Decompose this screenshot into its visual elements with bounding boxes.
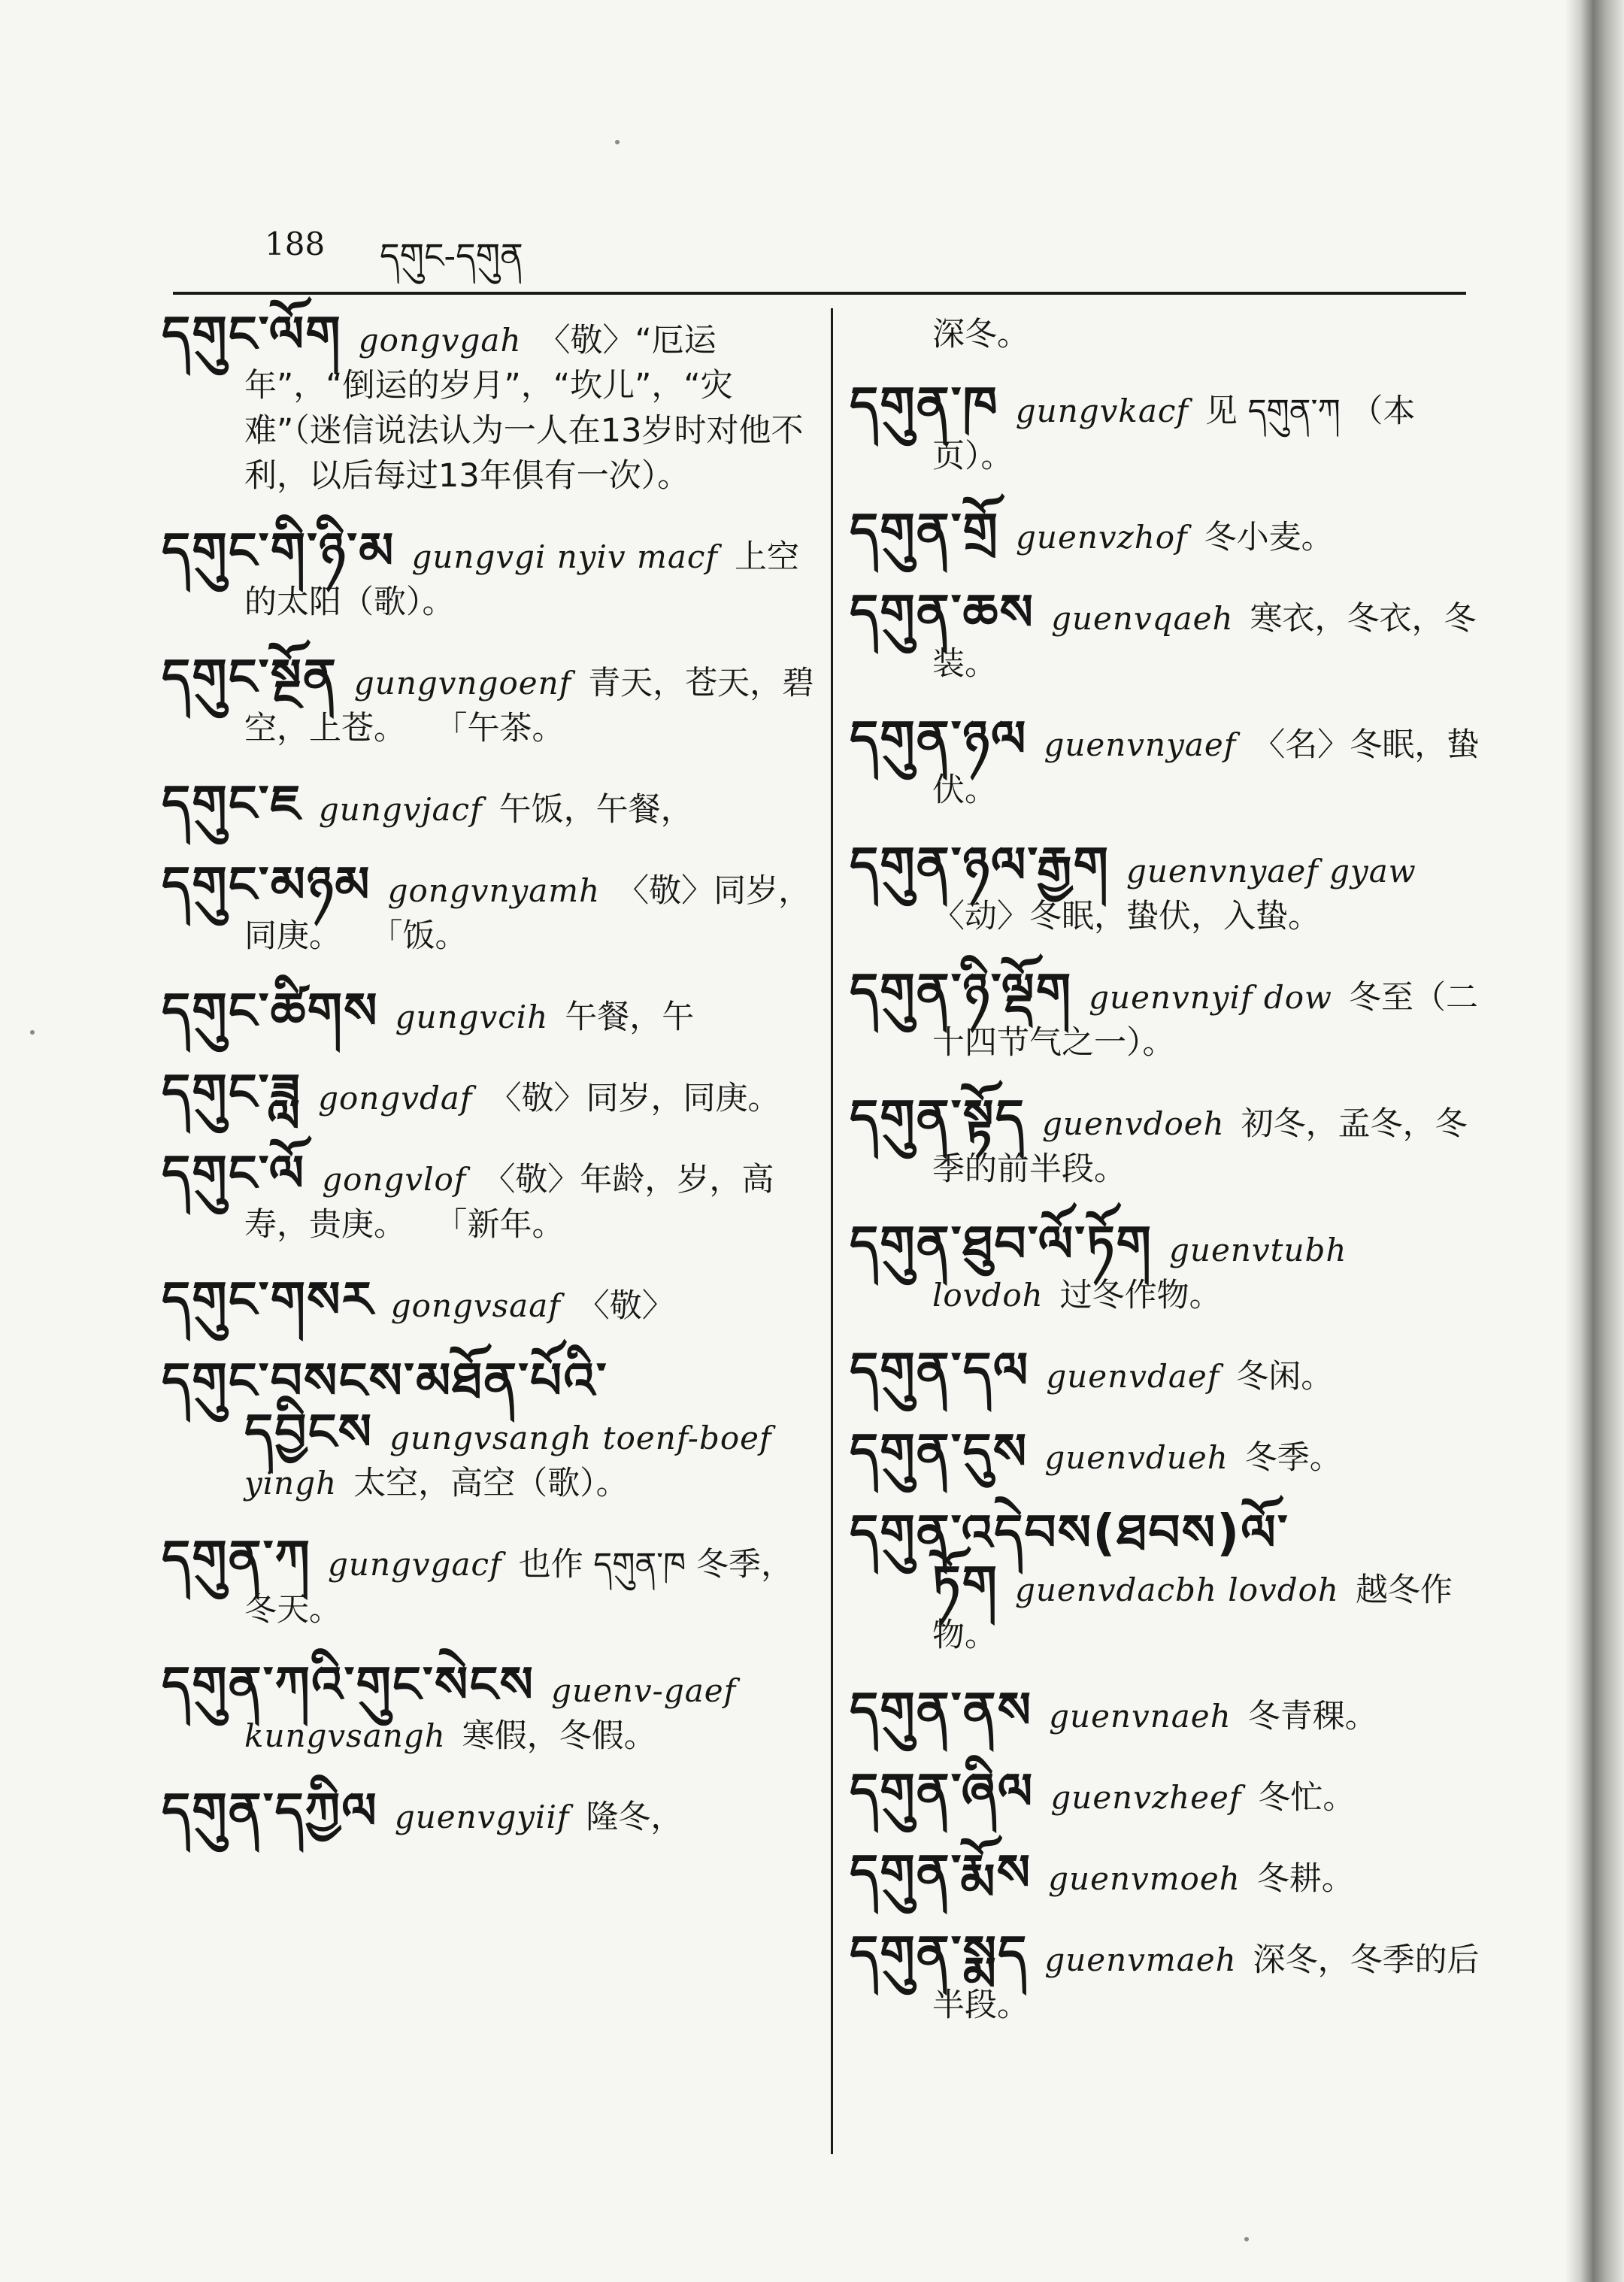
entry-romanization: gungvngoenf bbox=[353, 665, 572, 702]
entry-headword: དགུང་ལོག bbox=[162, 305, 342, 363]
entry-romanization: guenvdoeh bbox=[1042, 1105, 1225, 1142]
entry-romanization: gungvjacf bbox=[318, 791, 483, 828]
overflow-note: 「午茶。 bbox=[451, 710, 565, 747]
entry-gloss: 寒假，冬假。 bbox=[462, 1717, 656, 1755]
entry-romanization: gungvcih bbox=[395, 999, 549, 1035]
scan-speck bbox=[30, 1030, 35, 1035]
dictionary-entry bbox=[850, 1423, 1481, 1480]
entry-romanization: guenvnaeh bbox=[1049, 1698, 1232, 1735]
entry-headword: དགུང་གསར bbox=[162, 1271, 374, 1329]
dictionary-entry bbox=[850, 710, 1481, 813]
entry-headword: དགུན་ཞིལ bbox=[850, 1762, 1035, 1820]
dictionary-entry bbox=[850, 1681, 1481, 1739]
entry-romanization: guenvnyaef bbox=[1044, 726, 1237, 763]
entry-headword: དགུན་ཁ bbox=[850, 376, 999, 434]
entry-romanization: guenvdacbh lovdoh bbox=[1014, 1571, 1339, 1608]
entry-gloss: 冬季。 bbox=[1244, 1439, 1342, 1477]
entry-romanization: gongvgah bbox=[358, 322, 522, 359]
entry-headword: དགུང་མཉམ bbox=[162, 856, 371, 914]
dictionary-entry bbox=[850, 502, 1481, 560]
entry-gloss: 〈敬〉同岁，同庚。 bbox=[244, 872, 811, 955]
entry-gloss: 〈敬〉年龄，岁，高寿，贵庚。 bbox=[244, 1161, 774, 1244]
entry-romanization: guenv-gaef kungvsangh bbox=[244, 1672, 737, 1754]
dictionary-entry bbox=[162, 1144, 816, 1247]
dictionary-entry bbox=[162, 1656, 816, 1759]
entry-headword: དགུན་ཐུབ་ལོ་ཏོག bbox=[850, 1215, 1153, 1273]
entry-headword: དགུང་ལོ bbox=[162, 1144, 306, 1202]
entry-romanization: guenvgyiif bbox=[394, 1799, 570, 1835]
entry-romanization: guenvtubh lovdoh bbox=[932, 1232, 1347, 1314]
running-head: དགུང-དགུན bbox=[380, 235, 523, 276]
dictionary-entry bbox=[850, 1504, 1481, 1658]
entry-headword: དགུན་དུས bbox=[850, 1423, 1029, 1480]
dictionary-entry bbox=[162, 305, 816, 499]
entry-romanization: guenvmaeh bbox=[1044, 1941, 1237, 1978]
entry-headword: དགུན་ཀའི་གུང་སེངས bbox=[162, 1656, 535, 1714]
entry-headword: དགུན་ནས bbox=[850, 1681, 1033, 1739]
page-number: 188 bbox=[265, 226, 326, 262]
header-rule bbox=[173, 292, 1466, 295]
left-column bbox=[162, 305, 816, 1870]
entry-romanization: guenvdaef bbox=[1046, 1358, 1220, 1395]
entry-romanization: gungvkacf bbox=[1015, 392, 1189, 429]
entry-romanization: gongvnyamh bbox=[387, 872, 601, 909]
entry-romanization: gungvgi nyiv macf bbox=[411, 538, 718, 575]
dictionary-entry bbox=[162, 1063, 816, 1121]
entry-gloss: 见 དགུན་ཀ （本页）。 bbox=[932, 392, 1416, 475]
dictionary-entry bbox=[162, 1271, 816, 1329]
dictionary-entry bbox=[850, 1341, 1481, 1399]
entry-romanization: guenvdueh bbox=[1044, 1439, 1229, 1476]
entry-romanization: gongvlof bbox=[322, 1161, 467, 1198]
entry-gloss: 冬忙。 bbox=[1258, 1779, 1356, 1817]
entry-gloss: 也作 དགུན་ཁ 冬季，冬天。 bbox=[244, 1546, 793, 1629]
dictionary-entry bbox=[850, 583, 1481, 686]
dictionary-entry bbox=[162, 522, 816, 625]
entry-romanization: gungvsangh toenf-boef yingh bbox=[244, 1420, 772, 1502]
entry-headword: དགུང་ཟླ bbox=[162, 1063, 302, 1121]
entry-gloss: 午餐，午 bbox=[565, 999, 695, 1036]
entry-gloss: 冬至（二十四节气之一）。 bbox=[932, 979, 1478, 1062]
entry-gloss: 冬耕。 bbox=[1256, 1860, 1354, 1898]
entry-romanization: guenvnyaef gyaw bbox=[1126, 853, 1416, 889]
entry-headword: དགུང་བསངས་མཐོན་པོའི་དབྱིངས bbox=[162, 1352, 608, 1461]
entry-headword: དགུང་སྔོན bbox=[162, 648, 338, 706]
entry-headword: དགུན་ཀ bbox=[162, 1529, 312, 1587]
entry-romanization: guenvzhof bbox=[1016, 519, 1188, 556]
entry-romanization: guenvzheef bbox=[1050, 1779, 1242, 1816]
overflow-note: 「新年。 bbox=[451, 1206, 565, 1244]
entry-gloss: 青天，苍天，碧空，上苍。 bbox=[244, 665, 815, 747]
entry-gloss: 〈敬〉同岁，同庚。 bbox=[489, 1080, 780, 1117]
entry-gloss: 越冬作物。 bbox=[932, 1571, 1453, 1654]
entry-gloss: 隆冬， bbox=[586, 1799, 683, 1836]
dictionary-entry bbox=[850, 1844, 1481, 1902]
entry-headword: དགུན་རྨོས bbox=[850, 1844, 1032, 1902]
entry-headword: དགུན་དལ bbox=[850, 1341, 1030, 1399]
entry-gloss: 过冬作物。 bbox=[1059, 1277, 1222, 1314]
entry-gloss: 太空，高空（歌）。 bbox=[353, 1465, 629, 1502]
entry-headword: དགུན་ཆས bbox=[850, 583, 1035, 641]
dictionary-entry bbox=[850, 376, 1481, 479]
entry-headword: དགུན་དཀྱིལ bbox=[162, 1782, 378, 1840]
entry-gloss: 初冬，孟冬，冬季的前半段。 bbox=[932, 1105, 1468, 1188]
entry-gloss: 冬小麦。 bbox=[1204, 519, 1334, 556]
entry-gloss: 〈敬〉 bbox=[577, 1287, 674, 1325]
overflow-note: 「饭。 bbox=[386, 917, 468, 955]
dictionary-entry bbox=[162, 982, 816, 1040]
entry-romanization: guenvmoeh bbox=[1048, 1860, 1241, 1897]
dictionary-entry bbox=[850, 1925, 1481, 2028]
dictionary-entry bbox=[162, 1352, 816, 1506]
entry-romanization: gongvsaaf bbox=[390, 1287, 561, 1324]
right-column bbox=[850, 312, 1481, 2058]
column-divider bbox=[831, 308, 833, 2154]
entry-headword: དགུན་སྨད bbox=[850, 1925, 1029, 1983]
entry-gloss: 冬青稞。 bbox=[1247, 1698, 1377, 1735]
dictionary-entry bbox=[850, 1762, 1481, 1820]
entry-gloss: 午饭，午餐， bbox=[498, 791, 693, 829]
entry-headword: དགུན་སྟོད bbox=[850, 1089, 1026, 1147]
dictionary-entry bbox=[162, 648, 816, 751]
dictionary-entry bbox=[850, 1089, 1481, 1192]
dictionary-entry bbox=[162, 774, 816, 832]
entry-romanization: guenvqaeh bbox=[1051, 600, 1234, 637]
scan-speck bbox=[1244, 2237, 1249, 2241]
entry-headword: དགུང་གི་ཉི་མ bbox=[162, 522, 395, 580]
entry-romanization: guenvnyif dow bbox=[1089, 979, 1332, 1016]
entry-headword: དགུན་ཉལ་རྒྱག bbox=[850, 836, 1110, 894]
dictionary-entry bbox=[850, 1215, 1481, 1318]
entry-romanization: gongvdaf bbox=[318, 1080, 473, 1117]
dictionary-entry bbox=[850, 962, 1481, 1065]
dictionary-entry bbox=[162, 1529, 816, 1632]
entry-gloss: 深冬，冬季的后半段。 bbox=[932, 1941, 1480, 2024]
entry-gloss: 寒衣，冬衣，冬装。 bbox=[932, 600, 1477, 683]
entry-headword: དགུན་ཉི་ལྡོག bbox=[850, 962, 1073, 1020]
dictionary-entry bbox=[162, 856, 816, 959]
entry-romanization: gungvgacf bbox=[328, 1546, 502, 1583]
entry-headword: དགུང་ཚིགས bbox=[162, 982, 379, 1040]
entry-headword: དགུན་འདེབས(ཐབས)ལོ་ཏོག bbox=[850, 1504, 1289, 1613]
continuation-text: 深冬。 bbox=[932, 316, 1029, 353]
dictionary-entry bbox=[850, 836, 1481, 939]
scan-edge-shadow bbox=[1565, 0, 1624, 2282]
entry-gloss: 上空的太阳（歌）。 bbox=[244, 538, 799, 621]
entry-headword: དགུན་ཉལ bbox=[850, 710, 1028, 768]
entry-gloss: 〈敬〉“厄运年”，“倒运的岁月”，“坎儿”，“灾难”（迷信说法认为一人在13岁时对他不利，以后每过13年俱有一次）。 bbox=[244, 322, 804, 495]
entry-headword: དགུན་གྲོ bbox=[850, 502, 1000, 560]
entry-gloss: 冬闲。 bbox=[1236, 1358, 1334, 1396]
entry-gloss: 〈名〉冬眠，蛰伏。 bbox=[932, 726, 1480, 809]
entry-headword: དགུང་ཇ bbox=[162, 774, 302, 832]
scan-speck bbox=[615, 140, 620, 144]
dictionary-entry bbox=[162, 1782, 816, 1840]
entry-gloss: 〈动〉冬眠，蛰伏，入蛰。 bbox=[932, 898, 1320, 935]
